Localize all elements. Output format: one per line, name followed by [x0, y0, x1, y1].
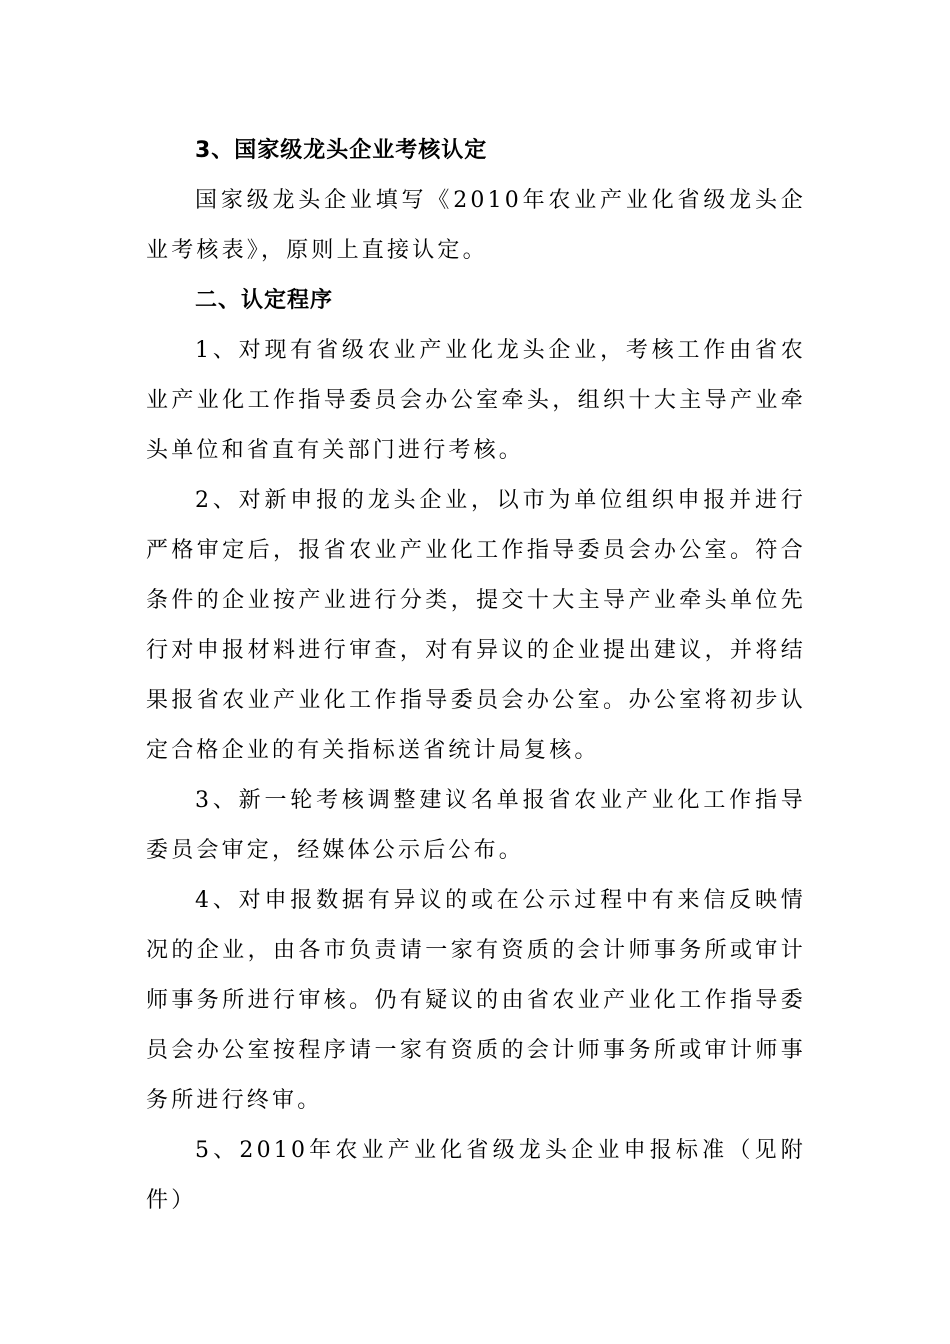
section-heading-procedure: 二、认定程序	[195, 288, 334, 313]
procedure-step-1: 1、对现有省级农业产业化龙头企业，考核工作由省农业产业化工作指导委员会办公室牵头，组织十大主导产业牵头单位和省直有关部门进行考核。	[146, 338, 806, 463]
procedure-step-2: 2、对新申报的龙头企业，以市为单位组织申报并进行严格审定后，报省农业产业化工作指导委员会办公室。符合条件的企业按产业进行分类，提交十大主导产业牵头单位先行对申报材料进行审查，对有异议的企业提出建议，并将结果报省农业产业化工作指导委员会办公室。办公室将初步认定合格企业的有关指标送省统计局复核。	[146, 488, 806, 763]
procedure-step-3: 3、新一轮考核调整建议名单报省农业产业化工作指导委员会审定，经媒体公示后公布。	[146, 788, 806, 863]
procedure-step-4: 4、对申报数据有异议的或在公示过程中有来信反映情况的企业，由各市负责请一家有资质的会计师事务所或审计师事务所进行审核。仍有疑议的由省农业产业化工作指导委员会办公室按程序请一家有资质的会计师事务所或审计师事务所进行终审。	[146, 888, 806, 1113]
procedure-step-5: 5、2010年农业产业化省级龙头企业申报标准（见附件）	[146, 1138, 806, 1213]
paragraph-national-enterprise: 国家级龙头企业填写《2010年农业产业化省级龙头企业考核表》，原则上直接认定。	[146, 188, 806, 263]
section-heading-national-enterprise: 3、国家级龙头企业考核认定	[195, 138, 488, 163]
document-page	[146, 126, 806, 1226]
